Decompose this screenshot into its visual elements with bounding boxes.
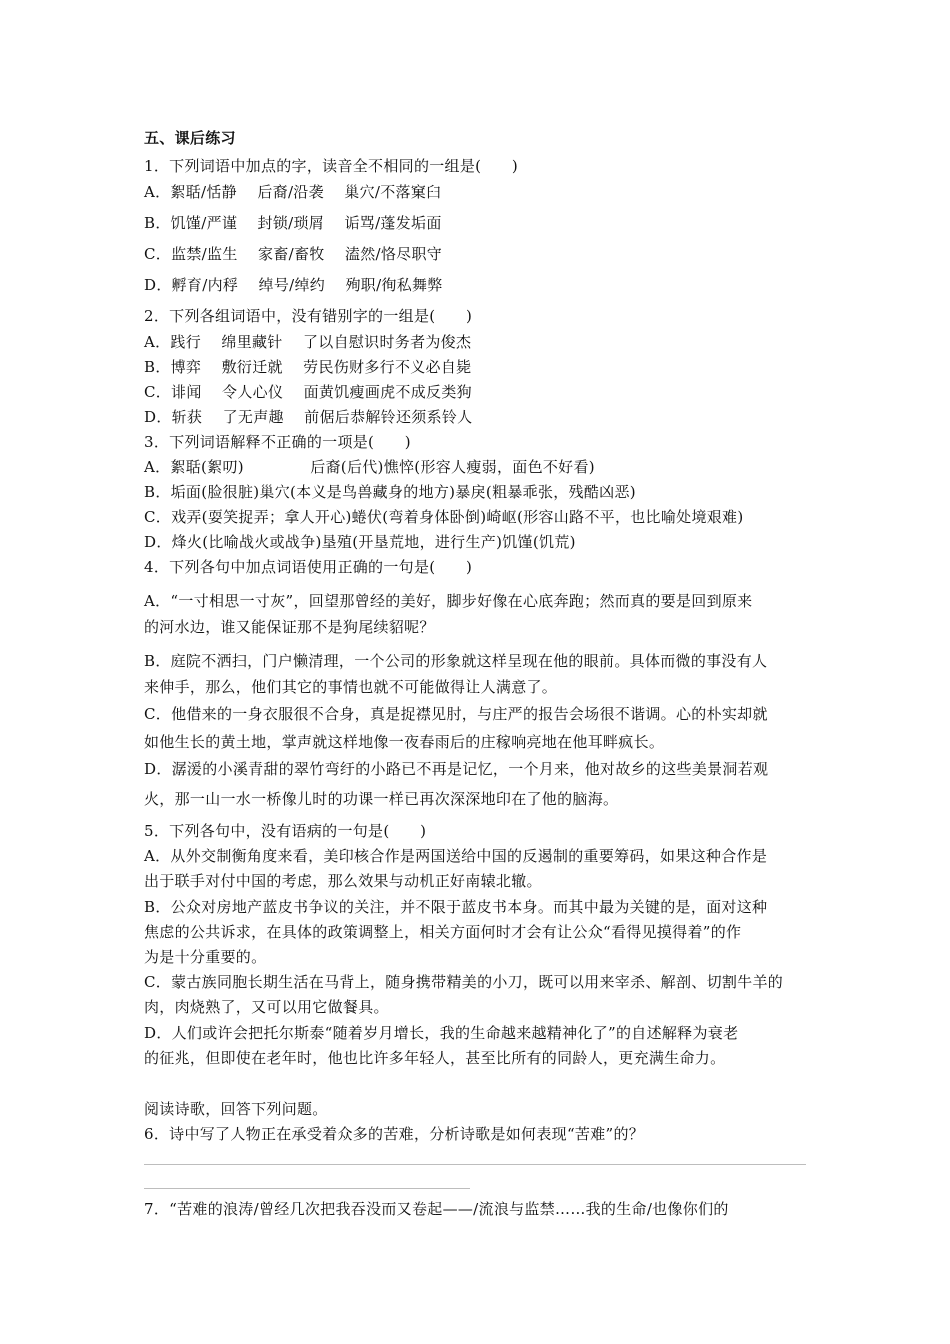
q4-line: C．他借来的一身衣服很不合身，真是捉襟见肘，与庄严的报告会场很不谐调。心的朴实却就 (144, 705, 768, 723)
q4-line: 来伸手，那么，他们其它的事情也就不可能做得让人满意了。 (144, 678, 558, 696)
q4-line: A．“一寸相思一寸灰”，回望那曾经的美好，脚步好像在心底奔跑；然而真的要是回到原来 (144, 592, 753, 610)
q2-stem: 2．下列各组词语中，没有错别字的一组是( ) (144, 307, 473, 325)
q3-option-d: D．烽火(比喻战火或战争)垦殖(开垦荒地，进行生产)饥馑(饥荒) (144, 533, 576, 551)
q2-option-c: C．诽闻 令人心仪 面黄饥瘦画虎不成反类狗 (144, 383, 472, 401)
q5-line: C．蒙古族同胞长期生活在马背上，随身携带精美的小刀，既可以用来宰杀、解剖、切割牛羊的 (144, 973, 784, 991)
q5-line: D．人们或许会把托尔斯泰“随着岁月增长，我的生命越来越精神化了”的自述解释为衰老 (144, 1024, 739, 1042)
q1-stem: 1．下列词语中加点的字，读音全不相同的一组是( ) (144, 157, 519, 175)
q3-stem: 3．下列词语解释不正确的一项是( ) (144, 433, 411, 451)
q3-option-a: A．絮聒(絮叨) 后裔(后代)憔悴(形容人瘦弱，面色不好看) (144, 458, 595, 476)
q4-stem: 4．下列各句中加点词语使用正确的一句是( ) (144, 558, 473, 576)
q4-line: 的河水边，谁又能保证那不是狗尾续貂呢？ (144, 618, 435, 636)
q5-line: 焦虑的公共诉求，在具体的政策调整上，相关方面何时才会有让公众“看得见摸得着”的作 (144, 923, 742, 941)
q5-line: 的征兆，但即使在老年时，他也比许多年轻人，甚至比所有的同龄人，更充满生命力。 (144, 1049, 726, 1067)
q2-option-d: D．斩获 了无声趣 前倨后恭解铃还须系铃人 (144, 408, 473, 426)
answer-line (144, 1164, 806, 1165)
reading-intro: 阅读诗歌，回答下列问题。 (144, 1100, 328, 1118)
q5-line: 为是十分重要的。 (144, 948, 267, 966)
q4-line: D．潺湲的小溪青甜的翠竹弯纡的小路已不再是记忆，一个月来，他对故乡的这些美景洞若观 (144, 760, 769, 778)
q4-line: 火，那一山一水一桥像儿时的功课一样已再次深深地印在了他的脑海。 (144, 790, 619, 808)
q2-option-a: A．践行 绵里藏针 了以自慰识时务者为俊杰 (144, 333, 472, 351)
q5-stem: 5．下列各句中，没有语病的一句是( ) (144, 822, 427, 840)
section-title: 五、课后练习 (144, 129, 236, 147)
q3-option-c: C．戏弄(耍笑捉弄；拿人开心)蜷伏(弯着身体卧倒)崎岖(形容山路不平，也比喻处境艰难) (144, 508, 744, 526)
q1-option-a: A．絮聒/恬静 后裔/沿袭 巢穴/不落窠臼 (144, 183, 442, 201)
q2-option-b: B．博弈 敷衍迁就 劳民伤财多行不义必自毙 (144, 358, 472, 376)
q4-line: B．庭院不洒扫，门户懒清理，一个公司的形象就这样呈现在他的眼前。具体而微的事没有人 (144, 652, 768, 670)
q5-line: A．从外交制衡角度来看，美印核合作是两国送给中国的反遏制的重要筹码，如果这种合作是 (144, 847, 768, 865)
q1-option-d: D．孵育/内稃 绰号/绰约 殉职/徇私舞弊 (144, 276, 443, 294)
q6-stem: 6．诗中写了人物正在承受着众多的苦难，分析诗歌是如何表现“苦难”的？ (144, 1125, 645, 1143)
q3-option-b: B．垢面(脸很脏)巢穴(本义是鸟兽藏身的地方)暴戾(粗暴乖张，残酷凶恶) (144, 483, 636, 501)
q5-line: 出于联手对付中国的考虑，那么效果与动机正好南辕北辙。 (144, 872, 542, 890)
q5-line: 肉，肉烧熟了，又可以用它做餐具。 (144, 998, 389, 1016)
q1-option-c: C．监禁/监生 家畜/畜牧 溘然/恪尽职守 (144, 245, 443, 263)
q5-line: B．公众对房地产蓝皮书争议的关注，并不限于蓝皮书本身。而其中最为关键的是，面对这种 (144, 898, 768, 916)
answer-line (144, 1188, 470, 1189)
q7-stem: 7．“苦难的浪涛/曾经几次把我吞没而又卷起——/流浪与监禁……我的生命/也像你们的 (144, 1200, 729, 1218)
q1-option-b: B．饥馑/严谨 封锁/琐屑 诟骂/蓬发垢面 (144, 214, 442, 232)
q4-line: 如他生长的黄土地，掌声就这样地像一夜春雨后的庄稼响亮地在他耳畔疯长。 (144, 733, 665, 751)
